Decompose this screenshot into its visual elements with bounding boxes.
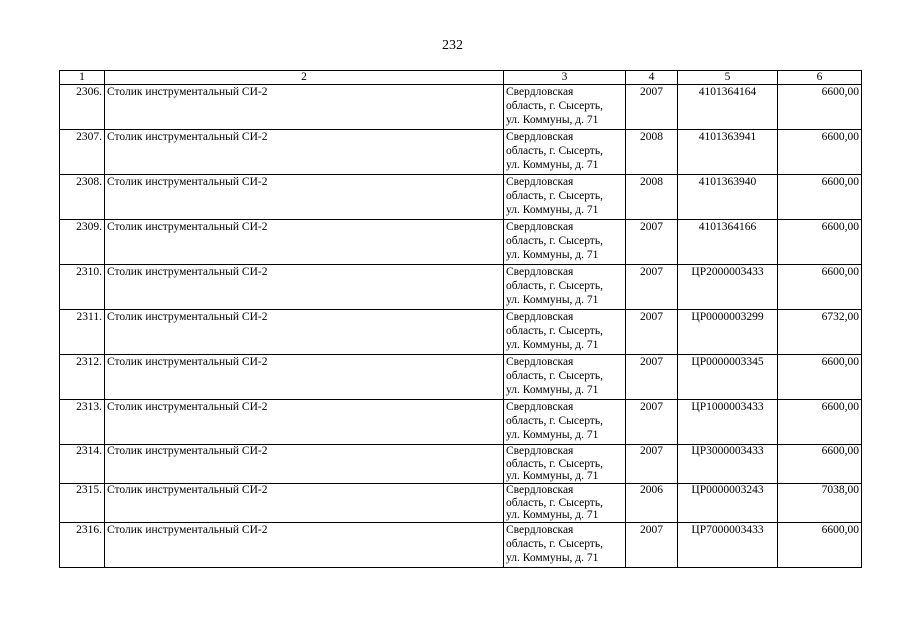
inventory-code: ЦР0000003299 xyxy=(678,310,778,355)
item-price: 7038,00 xyxy=(778,484,862,523)
table-row xyxy=(60,265,862,310)
column-header-2: 2 xyxy=(105,71,504,85)
column-header-4: 4 xyxy=(626,71,678,85)
item-name: Столик инструментальный СИ-2 xyxy=(105,355,504,400)
item-year: 2008 xyxy=(626,175,678,220)
row-number: 2315. xyxy=(60,484,105,523)
item-year: 2007 xyxy=(626,310,678,355)
inventory-code: 4101363941 xyxy=(678,130,778,175)
item-name: Столик инструментальный СИ-2 xyxy=(105,445,504,484)
row-number: 2312. xyxy=(60,355,105,400)
item-name: Столик инструментальный СИ-2 xyxy=(105,400,504,445)
table-row xyxy=(60,220,862,265)
item-address: Свердловская область, г. Сысерть, ул. Коммуны, д. 71 xyxy=(504,220,626,265)
row-number: 2314. xyxy=(60,445,105,484)
item-year: 2007 xyxy=(626,220,678,265)
item-name: Столик инструментальный СИ-2 xyxy=(105,85,504,130)
item-address: Свердловская область, г. Сысерть, ул. Коммуны, д. 71 xyxy=(504,400,626,445)
table-row xyxy=(60,445,862,484)
column-number-row xyxy=(60,71,862,85)
item-year: 2006 xyxy=(626,484,678,523)
column-header-3: 3 xyxy=(504,71,626,85)
item-address: Свердловская область, г. Сысерть, ул. Коммуны, д. 71 xyxy=(504,175,626,220)
inventory-code: ЦР1000003433 xyxy=(678,400,778,445)
item-address: Свердловская область, г. Сысерть, ул. Коммуны, д. 71 xyxy=(504,265,626,310)
inventory-code: ЦР0000003345 xyxy=(678,355,778,400)
item-price: 6600,00 xyxy=(778,523,862,568)
table-body xyxy=(60,85,862,568)
row-number: 2316. xyxy=(60,523,105,568)
row-number: 2311. xyxy=(60,310,105,355)
page-number: 232 xyxy=(442,38,463,53)
item-price: 6600,00 xyxy=(778,220,862,265)
item-price: 6732,00 xyxy=(778,310,862,355)
column-header-5: 5 xyxy=(678,71,778,85)
item-address: Свердловская область, г. Сысерть, ул. Коммуны, д. 71 xyxy=(504,310,626,355)
item-year: 2007 xyxy=(626,400,678,445)
item-year: 2007 xyxy=(626,523,678,568)
item-address: Свердловская область, г. Сысерть, ул. Коммуны, д. 71 xyxy=(504,523,626,568)
item-name: Столик инструментальный СИ-2 xyxy=(105,175,504,220)
item-name: Столик инструментальный СИ-2 xyxy=(105,484,504,523)
item-name: Столик инструментальный СИ-2 xyxy=(105,130,504,175)
row-number: 2308. xyxy=(60,175,105,220)
item-name: Столик инструментальный СИ-2 xyxy=(105,523,504,568)
item-year: 2007 xyxy=(626,355,678,400)
item-year: 2007 xyxy=(626,85,678,130)
property-registry-table xyxy=(59,70,862,568)
item-address: Свердловская область, г. Сысерть, ул. Коммуны, д. 71 xyxy=(504,130,626,175)
table-row xyxy=(60,355,862,400)
column-header-6: 6 xyxy=(778,71,862,85)
inventory-code: ЦР7000003433 xyxy=(678,523,778,568)
table-row xyxy=(60,484,862,523)
item-year: 2007 xyxy=(626,445,678,484)
table-row xyxy=(60,130,862,175)
row-number: 2313. xyxy=(60,400,105,445)
table-row xyxy=(60,175,862,220)
item-price: 6600,00 xyxy=(778,355,862,400)
item-price: 6600,00 xyxy=(778,130,862,175)
row-number: 2310. xyxy=(60,265,105,310)
inventory-code: ЦР2000003433 xyxy=(678,265,778,310)
table-row xyxy=(60,310,862,355)
inventory-code: 4101364164 xyxy=(678,85,778,130)
item-price: 6600,00 xyxy=(778,265,862,310)
item-name: Столик инструментальный СИ-2 xyxy=(105,265,504,310)
item-price: 6600,00 xyxy=(778,85,862,130)
table-row xyxy=(60,400,862,445)
row-number: 2307. xyxy=(60,130,105,175)
inventory-code: 4101364166 xyxy=(678,220,778,265)
item-address: Свердловская область, г. Сысерть, ул. Коммуны, д. 71 xyxy=(504,85,626,130)
item-name: Столик инструментальный СИ-2 xyxy=(105,220,504,265)
inventory-code: ЦР3000003433 xyxy=(678,445,778,484)
item-address: Свердловская область, г. Сысерть, ул. Коммуны, д. 71 xyxy=(504,355,626,400)
item-price: 6600,00 xyxy=(778,400,862,445)
item-year: 2007 xyxy=(626,265,678,310)
inventory-code: ЦР0000003243 xyxy=(678,484,778,523)
item-year: 2008 xyxy=(626,130,678,175)
item-name: Столик инструментальный СИ-2 xyxy=(105,310,504,355)
row-number: 2306. xyxy=(60,85,105,130)
table-row xyxy=(60,85,862,130)
item-price: 6600,00 xyxy=(778,445,862,484)
inventory-code: 4101363940 xyxy=(678,175,778,220)
item-price: 6600,00 xyxy=(778,175,862,220)
row-number: 2309. xyxy=(60,220,105,265)
table-row xyxy=(60,523,862,568)
item-address: Свердловская область, г. Сысерть, ул. Коммуны, д. 71 xyxy=(504,484,626,523)
column-header-1: 1 xyxy=(60,71,105,85)
item-address: Свердловская область, г. Сысерть, ул. Коммуны, д. 71 xyxy=(504,445,626,484)
